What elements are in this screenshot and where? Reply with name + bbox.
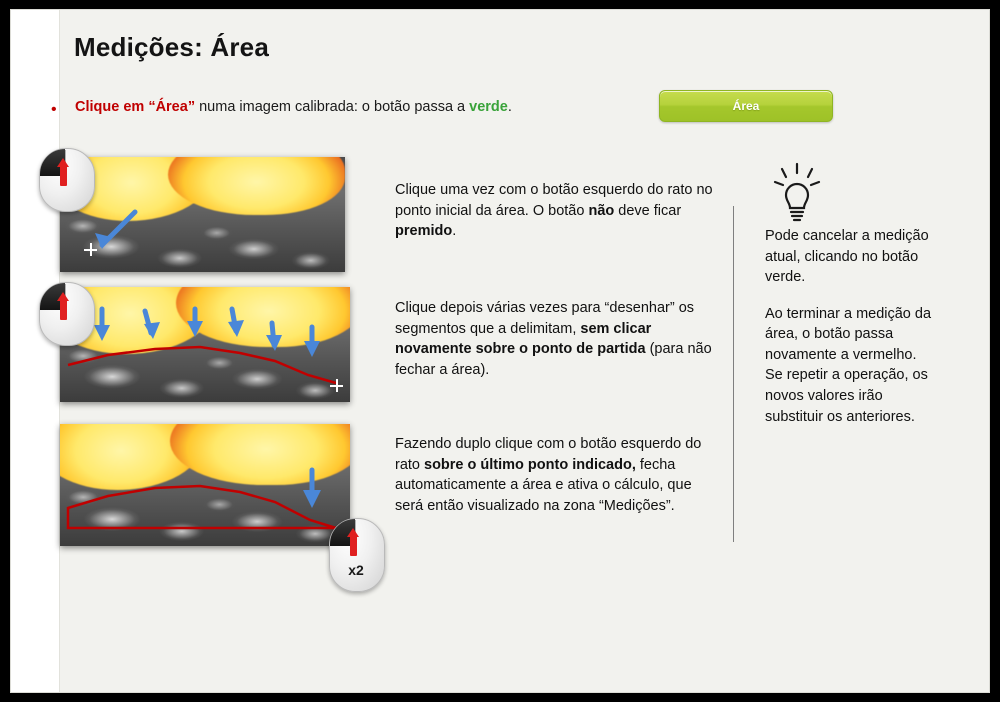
bullet-middle: numa imagem calibrada: o botão passa a <box>195 99 470 115</box>
mouse-left-click-icon-step-2 <box>39 282 93 344</box>
step-2-run-0: Clique depois várias vezes para “desenhar” os segmentos que a delimitam, <box>395 300 695 337</box>
step-1-run-0: Clique uma vez com o botão esquerdo do rato no ponto inicial da área. O botão <box>395 182 713 219</box>
bullet-prefix: Clique em “Área” <box>75 99 196 115</box>
page-title: Medições: Área <box>74 32 269 62</box>
step-1-run-2: deve ficar <box>614 202 682 219</box>
step-3-closed-area-and-arrow <box>60 424 350 546</box>
mouse-double-click-icon-step-3 <box>329 518 383 580</box>
mouse-left-click-icon-step-1 <box>39 148 93 210</box>
side-note-paragraph-1: Pode cancelar a medição atual, clicando no botão verde. <box>765 228 929 286</box>
step-3-run-2: fecha automaticamente a área e ativa o cálculo, que será então visualizado na zona “Medições”. <box>395 456 692 514</box>
side-note <box>765 226 935 443</box>
ultrasound-image-step-1 <box>60 157 345 272</box>
area-button-label: Área <box>732 99 760 113</box>
step-1-run-1: não <box>588 202 615 219</box>
step-2-run-1: sem clicar novamente sobre o ponto de partida <box>395 320 652 358</box>
step-3-run-0: Fazendo duplo clique com o botão esquerdo do rato <box>395 436 702 473</box>
step-2-description <box>395 298 717 380</box>
bullet-highlight: verde <box>469 99 508 115</box>
step-3-run-1: sobre o último ponto indicado, <box>424 456 636 473</box>
side-note-paragraph-2: Ao terminar a medição da área, o botão passa novamente a vermelho. Se repetir a operação, os novos valores irão substituir os anteriores. <box>765 305 932 425</box>
slide <box>11 10 989 692</box>
vertical-divider <box>733 206 734 542</box>
step-2-current-point-crosshair <box>330 379 343 392</box>
step-1-start-point-crosshair <box>84 243 97 256</box>
step-2-polyline-and-arrows <box>60 287 350 402</box>
ultrasound-image-step-3 <box>60 424 350 546</box>
bullet-dot-icon: • <box>51 101 57 118</box>
step-1-run-3: premido <box>395 223 453 240</box>
ultrasound-image-step-2 <box>60 287 350 402</box>
bullet-suffix: . <box>507 99 512 115</box>
double-click-label: x2 <box>348 562 364 578</box>
bullet-text <box>75 98 512 117</box>
step-1-run-4: . <box>452 223 457 240</box>
step-1-description <box>395 180 725 242</box>
step-2-run-2: (para não fechar a área). <box>395 341 712 378</box>
step-3-description <box>395 434 721 516</box>
step-1-annotation-arrow <box>60 157 345 272</box>
area-button[interactable] <box>659 90 833 122</box>
lightbulb-icon <box>771 162 823 222</box>
